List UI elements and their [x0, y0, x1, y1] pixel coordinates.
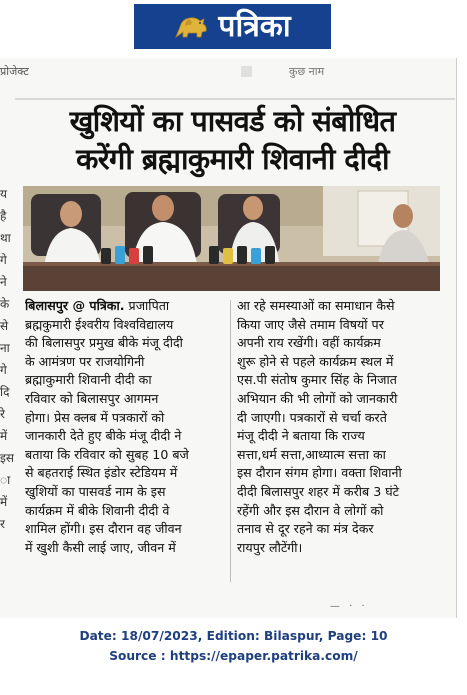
headline: [20, 102, 445, 178]
article-column-1: [25, 297, 224, 557]
adjacent-article-fragment: — · ·: [330, 601, 368, 612]
text-line: में खुशी कैसी लाई जाए, जीवन में: [25, 539, 176, 555]
headline-line-1: खुशियों का पासवर्ड को संबोधित: [69, 104, 396, 138]
top-rule: [15, 98, 455, 100]
text-line: बताया कि रविवार को सुबह 10 बजे: [25, 446, 189, 462]
text-line: शुरू होने से पहले कार्यक्रम स्थल में: [237, 353, 394, 369]
cut-char: ा: [0, 473, 11, 487]
lion-emblem-icon: [174, 13, 210, 41]
text-line: होगा। प्रेस क्लब में पत्रकारों को: [25, 409, 165, 425]
text-line: अपनी राय रखेंगी। वहीं कार्यक्रम: [237, 335, 381, 351]
photo-illustration: [23, 186, 440, 291]
column-divider: [230, 300, 231, 582]
text-line: से बहतराई स्थित इंडोर स्टेडियम में: [25, 465, 178, 481]
cut-char: था: [0, 231, 11, 245]
text-line: जानकारी देते हुए बीके मंजू दीदी ने: [25, 428, 182, 444]
text-line: रहेंगी और इस दौरान वे लोगों को: [237, 502, 384, 518]
cut-char: ने: [0, 275, 7, 289]
text-line: शामिल होंगी। इस दौरान वह जीवन: [25, 521, 182, 537]
text-line: सत्ता,धर्म सत्ता,आध्यात्म सत्ता का: [237, 446, 386, 462]
text-line: के आमंत्रण पर राजयोगिनी: [25, 353, 145, 369]
text-line: दीदी बिलासपुर शहर में करीब 3 घंटे: [237, 483, 399, 499]
text-line: रविवार को बिलासपुर आगमन: [25, 390, 159, 406]
text-line: मंजू दीदी ने बताया कि राज्य: [237, 428, 365, 444]
cut-char: है: [0, 209, 7, 223]
cut-char: दि: [0, 385, 10, 399]
masthead-logo[interactable]: [134, 4, 331, 49]
source-link[interactable]: Source : https://epaper.patrika.com/: [109, 649, 358, 663]
masthead-title: पत्रिका: [218, 8, 291, 44]
text-line: कार्यक्रम में बीके शिवानी दीदी वे: [25, 502, 170, 518]
left-cut-column: [0, 187, 15, 578]
adjacent-article-fragment: कुछ नाम: [289, 65, 325, 78]
cut-char: में: [0, 495, 8, 509]
clipping-edge: [456, 58, 457, 618]
cut-char: र: [0, 517, 5, 531]
text-line: दी जाएगी। पत्रकारों से चर्चा करते: [237, 409, 387, 425]
text-line: किया जाए जैसे तमाम विषयों पर: [237, 316, 384, 332]
text-line: [25, 297, 224, 316]
press-conference-photo: [23, 186, 440, 291]
edition-info: Date: 18/07/2023, Edition: Bilaspur, Page: 10: [79, 629, 388, 643]
cut-char: में: [0, 429, 8, 443]
cut-char: रे: [0, 407, 5, 421]
cut-char: य: [0, 187, 7, 201]
adjacent-square-mark: [241, 66, 252, 77]
text-line: खुशियों का पासवर्ड नाम के इस: [25, 483, 166, 499]
text-line: की बिलासपुर प्रमुख बीके मंजू दीदी: [25, 335, 183, 351]
cut-char: से: [0, 319, 9, 333]
source-footer: [0, 626, 467, 666]
cut-char: के: [0, 297, 10, 311]
text-line: इस दौरान संगम होगा। वक्ता शिवानी: [237, 465, 402, 481]
adjacent-article-fragment: प्रोजेक्ट: [0, 65, 29, 78]
headline-line-2: करेंगी ब्रह्माकुमारी शिवानी दीदी: [76, 142, 389, 176]
text-line: ब्रह्माकुमारी शिवानी दीदी का: [25, 372, 152, 388]
text-line: अभियान की भी लोगों को जानकारी: [237, 390, 398, 406]
text-line: एस.पी संतोष कुमार सिंह के निजात: [237, 372, 397, 388]
dateline: बिलासपुर @ पत्रिका.: [25, 298, 125, 313]
text-line: रायपुर लौटेंगी।: [237, 539, 303, 555]
text-line: आ रहे समस्याओं का समाधान कैसे: [237, 298, 395, 313]
text-line: प्रजापिता: [124, 298, 170, 313]
text-line: तनाव से दूर रहने का मंत्र देकर: [237, 521, 374, 537]
cut-char: गे: [0, 363, 7, 377]
cut-char: इस: [0, 451, 15, 465]
cut-char: गे: [0, 253, 7, 267]
cut-char: ना: [0, 341, 10, 355]
masthead: [0, 0, 467, 58]
text-line: ब्रह्मकुमारी ईश्वरीय विश्वविद्यालय: [25, 316, 174, 332]
article-column-2: [237, 297, 442, 557]
